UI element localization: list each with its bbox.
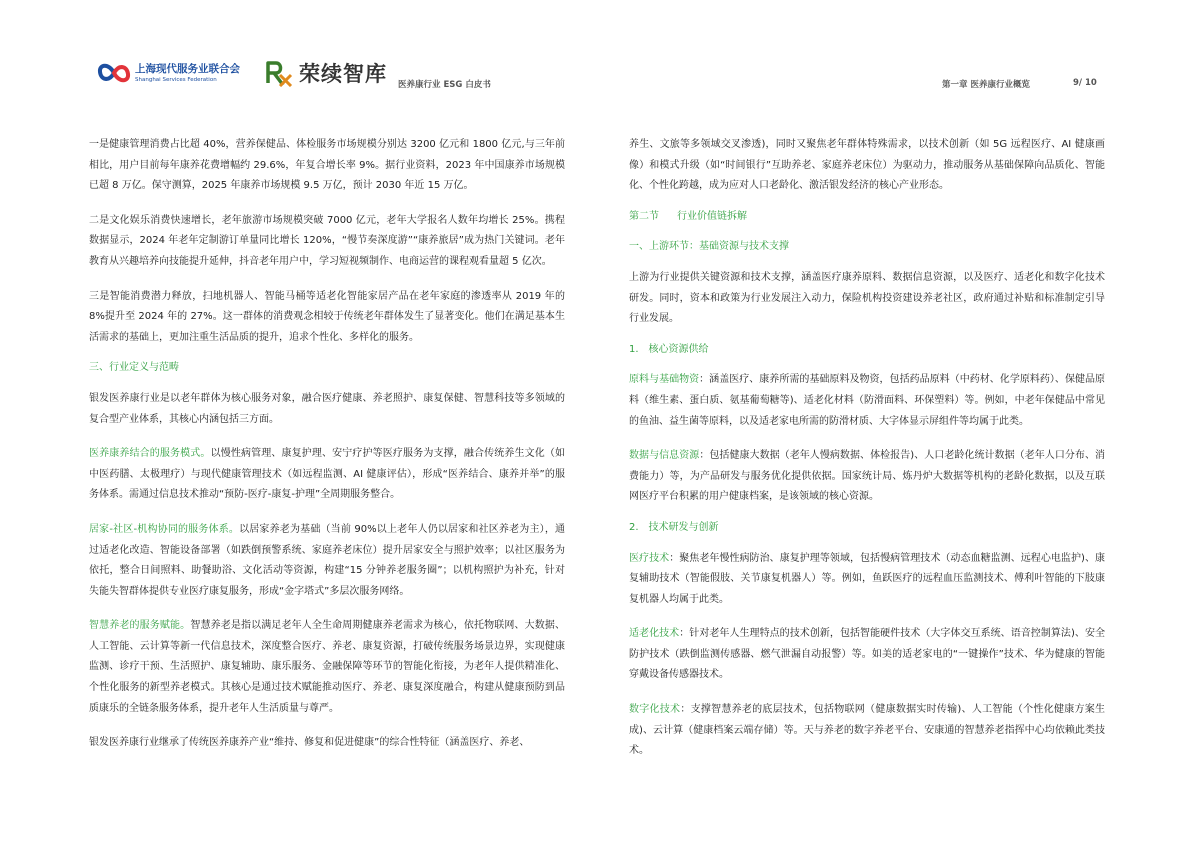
paragraph xyxy=(629,446,1105,508)
left-column xyxy=(89,135,565,768)
chapter-title: 第一章 医养康行业概览 xyxy=(942,80,1030,90)
paragraph: 二是文化娱乐消费快速增长，老年旅游市场规模突破 7000 亿元，老年大学报名人数年均增长 25%。携程数据显示，2024 年老年定制游订单量同比增长 120%，“慢节奏深度游”“康养旅居”成为热门关键词。老年教育从兴趣培养向技能提升延伸，抖音老年用户中，学习短视频制作、电商运营的课程观看量超 5 亿次。 xyxy=(89,214,565,267)
paragraph-lead: 适老化技术 xyxy=(629,628,680,640)
section-heading xyxy=(629,207,1105,228)
rx-logo-text: 荣续智库 xyxy=(299,62,387,86)
numbered-heading: 1. 核心资源供给 xyxy=(629,343,709,355)
paragraph xyxy=(89,444,565,506)
paragraph xyxy=(629,700,1105,762)
paragraph xyxy=(629,624,1105,686)
section-number: 第二节 xyxy=(629,210,659,222)
rx-logo xyxy=(265,56,387,90)
ssf-logo-cn: 上海现代服务业联合会 xyxy=(135,62,240,75)
paragraph xyxy=(89,520,565,602)
paragraph-lead: 医养康养结合的服务模式。 xyxy=(89,448,211,460)
subsection-heading: 一、上游环节：基础资源与技术支撑 xyxy=(629,241,789,253)
paragraph-body: ：针对老年人生理特点的技术创新，包括智能硬件技术（大字体交互系统、语音控制算法)、安全防护技术（跌倒监测传感器、燃气泄漏自动报警）等。如美的适老家电的“一键操作”技术、华为健康的智能穿戴设备传感器技术。 xyxy=(629,628,1106,681)
paragraph-lead: 数字化技术 xyxy=(629,704,681,716)
section-title: 行业价值链拆解 xyxy=(677,210,747,222)
paragraph-lead: 医疗技术 xyxy=(629,552,670,564)
paragraph-lead: 居家-社区-机构协同的服务体系。 xyxy=(89,523,240,535)
paragraph-body: ：支撑智慧养老的底层技术，包括物联网（健康数据实时传输)、人工智能（个性化健康方案生成)、云计算（健康档案云端存储）等。天与养老的数字养老平台、安康通的智慧养老指挥中心均依赖此类技术。 xyxy=(629,704,1106,757)
paragraph xyxy=(89,616,565,719)
paragraph-body: 智慧养老是指以满足老年人全生命周期健康养老需求为核心，依托物联网、大数据、人工智能、云计算等新一代信息技术，深度整合医疗、养老、康复资源，打破传统服务场景边界，实现健康监测、诊疗干预、生活照护、康复辅助、康乐服务、金融保障等环节的智能化衔接，为老年人提供精准化、个性化服务的新型养老模式。其核心是通过技术赋能推动医疗、养老、康复深度融合，构建从健康预防到品质康乐的全链条服务体系，提升老年人生活质量与尊严。 xyxy=(89,620,566,714)
page-header xyxy=(0,0,1190,110)
paragraph-body: 以慢性病管理、康复护理、安宁疗护等医疗服务为支撑，融合传统养生文化（如中医药膳、太极理疗）与现代健康管理技术（如远程监测、AI 健康评估），形成“医养结合、康养并举”的服务体系。需通过信息技术推动“预防-医疗-康复-护理”全周期服务整合。 xyxy=(89,448,566,501)
paragraph: 养生、文旅等多领域交叉渗透)，同时又聚焦老年群体特殊需求，以技术创新（如 5G 远程医疗、AI 健康画像）和模式升级（如“时间银行”互助养老、家庭养老床位）为驱动力，推动服务从基础保障向品质化、智能化、个性化跨越，成为应对人口老龄化、激活银发经济的核心产业形态。 xyxy=(629,139,1105,192)
paragraph xyxy=(629,370,1105,432)
ssf-logo-icon xyxy=(97,58,131,88)
paragraph-lead: 数据与信息资源 xyxy=(629,450,700,462)
page-number: 9/ 10 xyxy=(1073,78,1097,88)
paragraph-body: ：聚焦老年慢性病防治、康复护理等领域，包括慢病管理技术（动态血糖监测、远程心电监护)、康复辅助技术（智能假肢、关节康复机器人）等。例如，鱼跃医疗的远程血压监测技术、傅利叶智能的下肢康复机器人均属于此类。 xyxy=(629,552,1106,605)
paragraph: 三是智能消费潜力释放，扫地机器人、智能马桶等适老化智能家居产品在老年家庭的渗透率从 2019 年的 8%提升至 2024 年的 27%。这一群体的消费观念相较于传统老年群体发生了显著变化。他们在满足基本生活需求的基础上，更加注重生活品质的提升，追求个性化、多样化的服务。 xyxy=(89,290,565,343)
paragraph xyxy=(629,549,1105,611)
rx-logo-icon xyxy=(265,59,293,87)
paragraph: 上游为行业提供关键资源和技术支撑，涵盖医疗康养原料、数据信息资源，以及医疗、适老化和数字化技术研发。同时，资本和政策为行业发展注入动力，保险机构投资建设养老社区，政府通过补贴和标准制定引导行业发展。 xyxy=(629,271,1105,325)
paragraph-lead: 原料与基础物资 xyxy=(629,374,700,386)
paragraph: 一是健康管理消费占比超 40%，营养保健品、体检服务市场规模分别达 3200 亿元和 1800 亿元,与三年前相比，用户目前每年康养花费增幅约 29.6%，年复合增长率 9%。据行业资料，2023 年中国康养市场规模已超 8 万亿。保守测算，2025 年康养市场规模 9.5 万亿，预计 2030 年近 15 万亿。 xyxy=(89,139,565,192)
paragraph: 银发医养康行业继承了传统医养康养产业“维持、修复和促进健康”的综合性特征（涵盖医疗、养老、 xyxy=(89,737,530,749)
paragraph: 银发医养康行业是以老年群体为核心服务对象，融合医疗健康、养老照护、康复保健、智慧科技等多领域的复合型产业体系，其核心内涵包括三方面。 xyxy=(89,392,565,425)
section-heading: 三、行业定义与范畴 xyxy=(89,362,179,374)
ssf-logo xyxy=(97,58,247,88)
paragraph-body: ：包括健康大数据（老年人慢病数据、体检报告)、人口老龄化统计数据（老年人口分布、消费能力）等，为产品研发与服务优化提供依据。国家统计局、炼丹炉大数据等机构的老龄化数据，以及互联网医疗平台积累的用户健康档案，是该领域的核心资源。 xyxy=(629,450,1105,503)
numbered-heading: 2. 技术研发与创新 xyxy=(629,521,719,533)
paragraph-body: ：涵盖医疗、康养所需的基础原料及物资，包括药品原料（中药材、化学原料药）、保健品原料（维生素、蛋白质、氨基葡萄糖等)、适老化材料（防滑面料、环保塑料）等。例如，中老年保健品中常见的鱼油、益生菌等原料，以及适老家电所需的防滑材质、大字体显示屏组件等均属于此类。 xyxy=(629,374,1106,427)
document-title: 医养康行业 ESG 白皮书 xyxy=(398,80,491,90)
right-column xyxy=(629,135,1105,776)
paragraph-body: 以居家养老为基础（当前 90%以上老年人仍以居家和社区养老为主），通过适老化改造、智能设备部署（如跌倒预警系统、家庭养老床位）提升居家安全与照护效率；以社区服务为依托，整合日间照料、助餐助浴、文化活动等资源，构建“15 分钟养老服务圈”；以机构照护为补充，针对失能失智群体提供专业医疗康复服务，形成“金字塔式”多层次服务网络。 xyxy=(89,523,566,597)
ssf-logo-en: Shanghai Services Federation xyxy=(135,76,217,83)
paragraph-lead: 智慧养老的服务赋能。 xyxy=(89,620,191,632)
